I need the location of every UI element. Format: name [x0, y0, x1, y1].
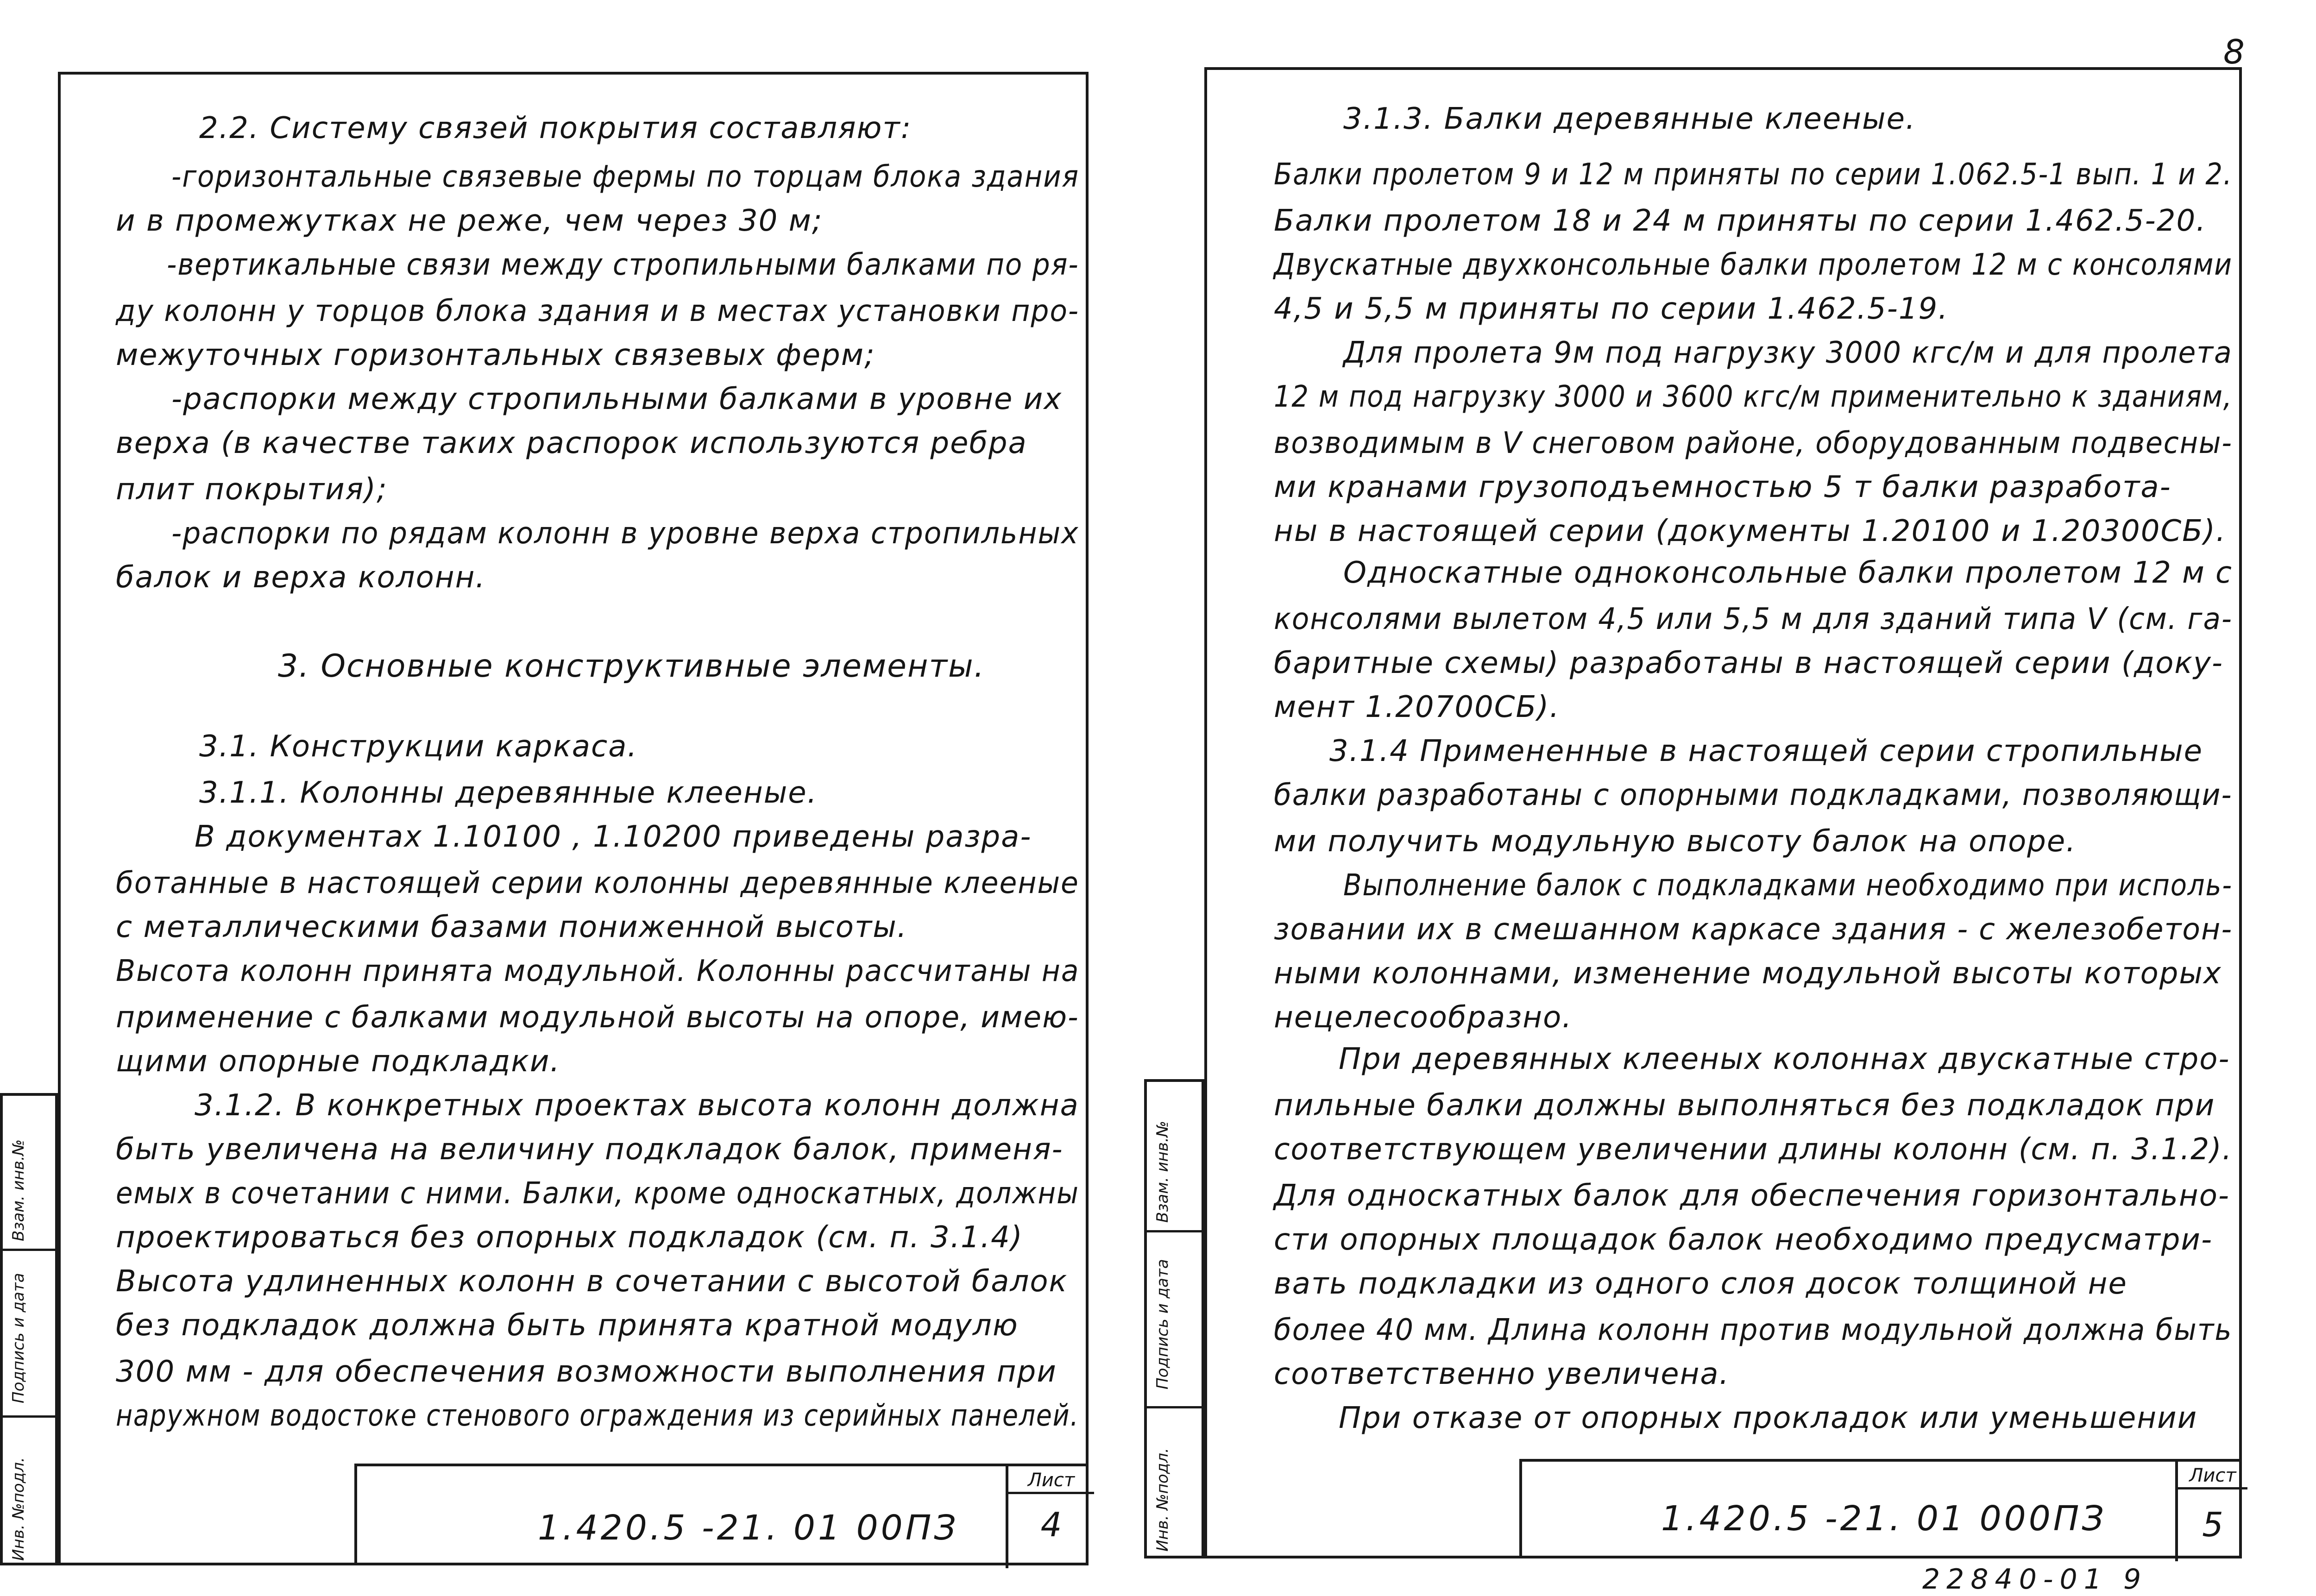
left-strip-replace-label: Взам. инв.№: [9, 1139, 28, 1241]
right-page-line-14: мент 1.20700СБ).: [1274, 690, 1560, 724]
right-page-line-2: Балки пролетом 9 и 12 м приняты по серии 1.062.5-1 вып. 1 и 2.: [1274, 157, 2233, 192]
left-page-line-11: балок и верха колонн.: [116, 560, 486, 595]
right-page-line-25: Для односкатных балок для обеспечения горизонтально-: [1274, 1179, 2230, 1213]
right-page-line-28: более 40 мм. Длина колонн против модульной должна быть: [1274, 1313, 2233, 1347]
left-sheet-box: [1006, 1466, 1091, 1568]
right-strip-replace-label: Взам. инв.№: [1153, 1120, 1172, 1223]
left-page-line-21: 3.1.2. В конкретных проектах высота колонн должна: [195, 1088, 1079, 1123]
corner-page-mark: 8: [2223, 32, 2245, 71]
left-page-line-12: 3. Основные конструктивные элементы.: [278, 648, 985, 685]
left-page-line-15: В документах 1.10100 , 1.10200 приведены разра-: [195, 820, 1032, 854]
right-page-line-22: При деревянных клееных колоннах двускатные стро-: [1339, 1042, 2230, 1076]
right-strip-inv-label: Инв. №подл.: [1153, 1448, 1172, 1552]
left-page-line-24: проектироваться без опорных подкладок (см. п. 3.1.4): [116, 1220, 1023, 1255]
left-page-line-13: 3.1. Конструкции каркаса.: [199, 729, 638, 764]
right-sheet-label: Лист: [2178, 1462, 2247, 1489]
right-page-line-13: баритные схемы) разработаны в настоящей серии (доку-: [1274, 646, 2223, 680]
right-page-line-29: соответственно увеличена.: [1274, 1357, 1730, 1391]
right-page-line-23: пильные балки должны выполняться без подкладок при: [1274, 1088, 2215, 1123]
archive-number: 22840-01 9: [1922, 1563, 2148, 1596]
left-page-line-17: с металлическими базами пониженной высоты.: [116, 910, 908, 944]
left-page-line-16: ботанные в настоящей серии колонны деревянные клееные: [116, 866, 1079, 900]
left-page-line-26: без подкладок должна быть принята кратной модулю: [116, 1308, 1019, 1343]
left-page-line-9: плит покрытия);: [116, 472, 388, 507]
right-page-line-7: 12 м под нагрузку 3000 и 3600 кгс/м применительно к зданиям,: [1274, 380, 2233, 414]
left-page-line-14: 3.1.1. Колонны деревянные клееные.: [199, 776, 818, 810]
right-page-line-30: При отказе от опорных прокладок или уменьшении: [1339, 1401, 2198, 1435]
right-page-line-18: Выполнение балок с подкладками необходимо при исполь-: [1343, 868, 2233, 903]
left-page-line-19: применение с балками модульной высоты на опоре, имею-: [116, 1000, 1079, 1035]
left-page-line-22: быть увеличена на величину подкладок балок, применя-: [116, 1132, 1064, 1167]
right-page-line-27: вать подкладки из одного слоя досок толщиной не: [1274, 1267, 2127, 1301]
right-sheet-box: [2175, 1462, 2245, 1561]
left-page-line-27: 300 мм - для обеспечения возможности выполнения при: [116, 1355, 1057, 1389]
right-page-line-15: 3.1.4 Примененные в настоящей серии стропильные: [1329, 734, 2203, 768]
right-page-line-20: ными колоннами, изменение модульной высоты которых: [1274, 956, 2222, 991]
left-sheet-label: Лист: [1008, 1466, 1094, 1494]
left-page-line-25: Высота удлиненных колонн в сочетании с высотой балок: [116, 1264, 1068, 1299]
left-document-code: 1.420.5 -21. 01 00ПЗ: [538, 1508, 959, 1548]
left-page-line-18: Высота колонн принята модульной. Колонны рассчитаны на: [116, 954, 1080, 988]
left-page-line-4: -вертикальные связи между стропильными балками по ря-: [167, 248, 1079, 282]
right-page-line-5: 4,5 и 5,5 м приняты по серии 1.462.5-19.: [1274, 292, 1949, 326]
right-strip-signature-label: Подпись и дата: [1153, 1259, 1172, 1389]
left-page-line-5: ду колонн у торцов блока здания и в местах установки про-: [116, 294, 1080, 328]
left-page-line-7: -распорки между стропильными балками в уровне их: [171, 382, 1063, 416]
right-page-line-16: балки разработаны с опорными подкладками, позволяющи-: [1274, 778, 2233, 812]
left-page-line-23: емых в сочетании с ними. Балки, кроме односкатных, должны: [116, 1176, 1079, 1211]
right-page-line-26: сти опорных площадок балок необходимо предусматри-: [1274, 1223, 2213, 1257]
right-page-line-21: нецелесообразно.: [1274, 1000, 1573, 1035]
left-strip-signature-label: Подпись и дата: [9, 1273, 28, 1403]
right-page-line-4: Двускатные двухконсольные балки пролетом 12 м с консолями: [1274, 248, 2233, 282]
right-page-line-9: ми кранами грузоподъемностью 5 т балки разработа-: [1274, 470, 2171, 504]
left-title-block: [354, 1464, 1089, 1565]
left-sheet-number: 4: [1040, 1505, 1062, 1544]
left-margin-strip: [0, 1093, 58, 1565]
left-page-line-8: верха (в качестве таких распорок используются ребра: [116, 426, 1027, 460]
right-sheet-number: 5: [2202, 1505, 2223, 1544]
left-page-line-6: межуточных горизонтальных связевых ферм;: [116, 338, 875, 372]
right-page-line-19: зовании их в смешанном каркасе здания - с железобетон-: [1274, 912, 2233, 947]
right-page-line-24: соответствующем увеличении длины колонн (см. п. 3.1.2).: [1274, 1132, 2233, 1167]
right-page-line-3: Балки пролетом 18 и 24 м приняты по серии 1.462.5-20.: [1274, 204, 2207, 238]
right-document-code: 1.420.5 -21. 01 000ПЗ: [1661, 1499, 2107, 1539]
right-page-line-10: ны в настоящей серии (документы 1.20100 и 1.20300СБ).: [1274, 514, 2227, 548]
left-strip-inv-label: Инв. №подл.: [9, 1457, 28, 1561]
left-page-line-1: 2.2. Систему связей покрытия составляют:: [199, 111, 912, 145]
left-page-line-2: -горизонтальные связевые фермы по торцам блока здания: [171, 160, 1079, 194]
right-page-line-6: Для пролета 9м под нагрузку 3000 кгс/м и для пролета: [1343, 336, 2233, 370]
left-page-line-3: и в промежутках не реже, чем через 30 м;: [116, 204, 823, 238]
right-page-line-11: Односкатные одноконсольные балки пролетом 12 м с: [1343, 556, 2233, 590]
left-page-line-28: наружном водостоке стенового ограждения из серийных панелей.: [116, 1399, 1079, 1433]
left-page-line-10: -распорки по рядам колонн в уровне верха стропильных: [171, 516, 1079, 551]
right-page-line-8: возводимым в V снеговом районе, оборудованным подвесны-: [1274, 426, 2233, 460]
right-title-block: [1519, 1459, 2242, 1558]
right-page-line-12: консолями вылетом 4,5 или 5,5 м для зданий типа V (см. га-: [1274, 602, 2233, 636]
left-page-line-20: щими опорные подкладки.: [116, 1044, 560, 1079]
right-page-line-17: ми получить модульную высоту балок на опоре.: [1274, 824, 2077, 859]
right-page-line-1: 3.1.3. Балки деревянные клееные.: [1343, 102, 1916, 136]
